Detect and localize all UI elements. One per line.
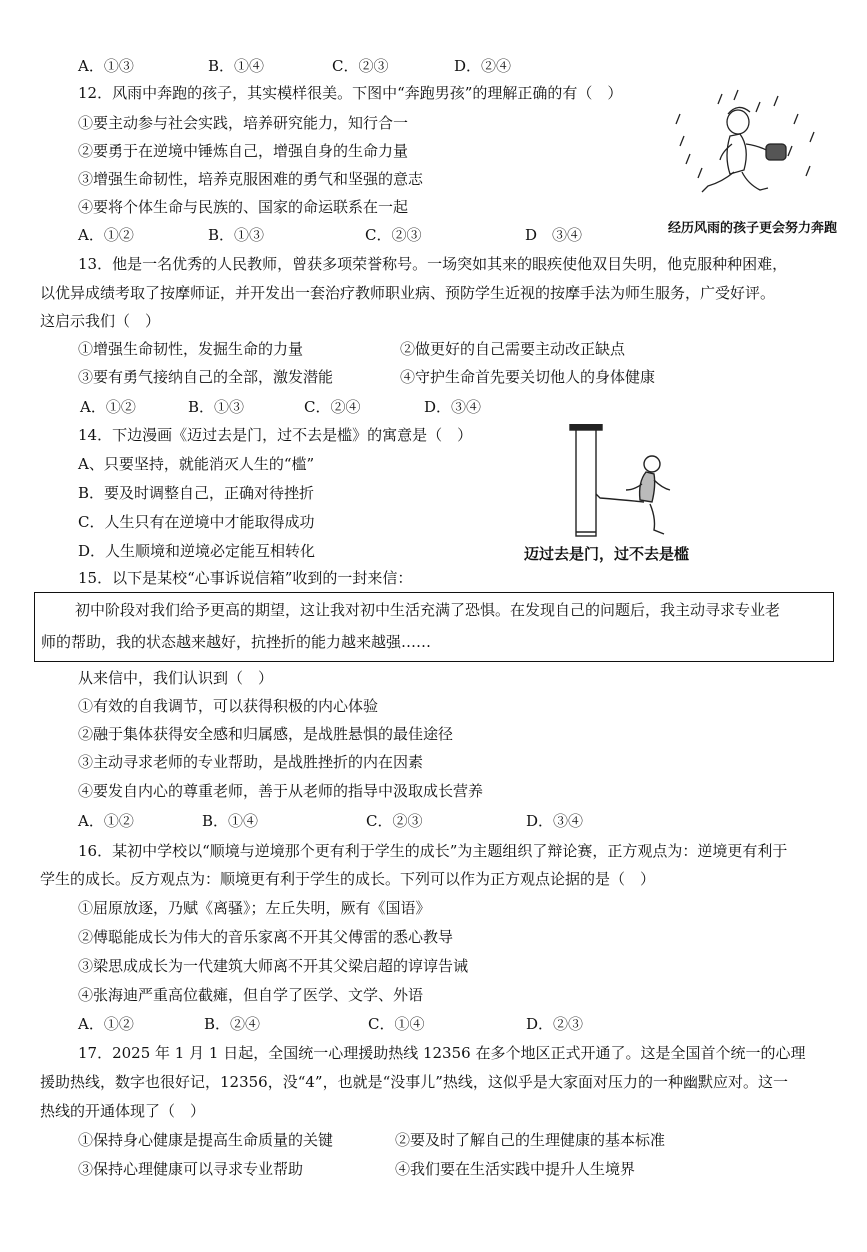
q12-item-1: ①要主动参与社会实践，培养研究能力，知行合一 bbox=[78, 114, 409, 132]
q13-option-b: B．①③ bbox=[188, 398, 245, 416]
q15-letter-box bbox=[34, 592, 834, 662]
q17-item-1: ①保持身心健康是提高生命质量的关键 bbox=[78, 1131, 334, 1149]
q12-option-c: C．②③ bbox=[365, 226, 422, 244]
running-boy-illustration bbox=[660, 88, 830, 214]
q13-stem-line-2: 以优异成绩考取了按摩师证，并开发出一套治疗教师职业病、预防学生近视的按摩手法为师生服务，广受好评。 bbox=[40, 284, 776, 302]
q15-option-a: A．①② bbox=[78, 812, 134, 830]
q13-item-4: ④守护生命首先要关切他人的身体健康 bbox=[400, 368, 656, 386]
q12-item-4: ④要将个体生命与民族的、国家的命运联系在一起 bbox=[78, 198, 409, 216]
q16-item-2: ②傅聪能成长为伟大的音乐家离不开其父傅雷的悉心教导 bbox=[78, 928, 454, 946]
q17-stem-line-1: 17．2025 年 1 月 1 日起，全国统一心理援助热线 12356 在多个地区正式开通了。这是全国首个统一的心理 bbox=[78, 1044, 806, 1062]
q16-item-3: ③梁思成成长为一代建筑大师离不开其父梁启超的谆谆告诫 bbox=[78, 957, 469, 975]
q11-option-b: B．①④ bbox=[208, 57, 265, 75]
q15-item-3: ③主动寻求老师的专业帮助，是战胜挫折的内在因素 bbox=[78, 753, 424, 771]
q14-option-c: C．人生只有在逆境中才能取得成功 bbox=[78, 513, 315, 531]
door-cartoon-illustration bbox=[560, 424, 710, 540]
q16-option-d: D．②③ bbox=[526, 1015, 584, 1033]
q15-letter-line-1: 初中阶段对我们给予更高的期望，这让我对初中生活充满了恐惧。在发现自己的问题后，我主动寻求专业老 bbox=[75, 601, 781, 619]
q14-option-a: A、只要坚持，就能消灭人生的“槛” bbox=[78, 455, 315, 473]
q15-option-b: B．①④ bbox=[202, 812, 259, 830]
q14-option-d: D．人生顺境和逆境必定能互相转化 bbox=[78, 542, 316, 560]
q12-option-b: B．①③ bbox=[208, 226, 265, 244]
q16-option-a: A．①② bbox=[78, 1015, 134, 1033]
q13-stem-line-1: 13．他是一名优秀的人民教师，曾获多项荣誉称号。一场突如其来的眼疾使他双目失明，他克服种种困难， bbox=[78, 255, 788, 273]
q11-option-a: A．①③ bbox=[78, 57, 134, 75]
q17-item-3: ③保持心理健康可以寻求专业帮助 bbox=[78, 1160, 304, 1178]
q11-option-d: D．②④ bbox=[454, 57, 512, 75]
q16-stem-line-2: 学生的成长。反方观点为：顺境更有利于学生的成长。下列可以作为正方观点论据的是（ ） bbox=[40, 870, 656, 888]
q12-image-caption: 经历风雨的孩子更会努力奔跑 bbox=[668, 221, 838, 236]
q17-stem-line-2: 援助热线，数字也很好记，12356，没“4”，也就是“没事儿”热线，这似乎是大家面对压力的一种幽默应对。这一 bbox=[40, 1073, 788, 1091]
q12-stem: 12．风雨中奔跑的孩子，其实模样很美。下图中“奔跑男孩”的理解正确的有（ ） bbox=[78, 84, 623, 102]
q12-option-d: D ③④ bbox=[525, 226, 583, 244]
q14-image-caption: 迈过去是门，过不去是槛 bbox=[524, 545, 690, 563]
q15-letter-line-2: 师的帮助，我的状态越来越好，抗挫折的能力越来越强…… bbox=[41, 633, 432, 651]
q15-item-2: ②融于集体获得安全感和归属感，是战胜悬惧的最佳途径 bbox=[78, 725, 454, 743]
q13-item-1: ①增强生命韧性，发掘生命的力量 bbox=[78, 340, 304, 358]
q14-option-b: B．要及时调整自己，正确对待挫折 bbox=[78, 484, 315, 502]
q16-option-b: B．②④ bbox=[204, 1015, 261, 1033]
q15-option-d: D．③④ bbox=[526, 812, 584, 830]
q13-option-a: A．①② bbox=[80, 398, 136, 416]
q15-item-4: ④要发自内心的尊重老师，善于从老师的指导中汲取成长营养 bbox=[78, 782, 484, 800]
q11-option-c: C．②③ bbox=[332, 57, 389, 75]
q12-item-2: ②要勇于在逆境中锤炼自己，增强自身的生命力量 bbox=[78, 142, 409, 160]
q12-item-3: ③增强生命韧性，培养克服困难的勇气和坚强的意志 bbox=[78, 170, 424, 188]
q13-option-c: C．②④ bbox=[304, 398, 361, 416]
q16-stem-line-1: 16．某初中学校以“顺境与逆境那个更有利于学生的成长”为主题组织了辩论赛，正方观点为：逆境更有利于 bbox=[78, 842, 788, 860]
q15-option-c: C．②③ bbox=[366, 812, 423, 830]
q17-stem-line-3: 热线的开通体现了（ ） bbox=[40, 1102, 206, 1120]
q13-item-2: ②做更好的自己需要主动改正缺点 bbox=[400, 340, 626, 358]
q17-item-4: ④我们要在生活实践中提升人生境界 bbox=[395, 1160, 636, 1178]
q12-option-a: A．①② bbox=[78, 226, 134, 244]
q15-item-1: ①有效的自我调节，可以获得积极的内心体验 bbox=[78, 697, 379, 715]
q13-option-d: D．③④ bbox=[424, 398, 482, 416]
q15-stem: 15．以下是某校“心事诉说信箱”收到的一封来信： bbox=[78, 569, 413, 587]
q14-stem: 14．下边漫画《迈过去是门，过不去是槛》的寓意是（ ） bbox=[78, 426, 473, 444]
q13-item-3: ③要有勇气接纳自己的全部，激发潜能 bbox=[78, 368, 334, 386]
q16-option-c: C．①④ bbox=[368, 1015, 425, 1033]
q16-item-4: ④张海迪严重高位截瘫，但自学了医学、文学、外语 bbox=[78, 986, 424, 1004]
q15-prompt: 从来信中，我们认识到（ ） bbox=[78, 669, 274, 687]
q13-stem-line-3: 这启示我们（ ） bbox=[40, 312, 161, 330]
q16-item-1: ①屈原放逐，乃赋《离骚》；左丘失明，厥有《国语》 bbox=[78, 899, 431, 917]
q17-item-2: ②要及时了解自己的生理健康的基本标准 bbox=[395, 1131, 666, 1149]
